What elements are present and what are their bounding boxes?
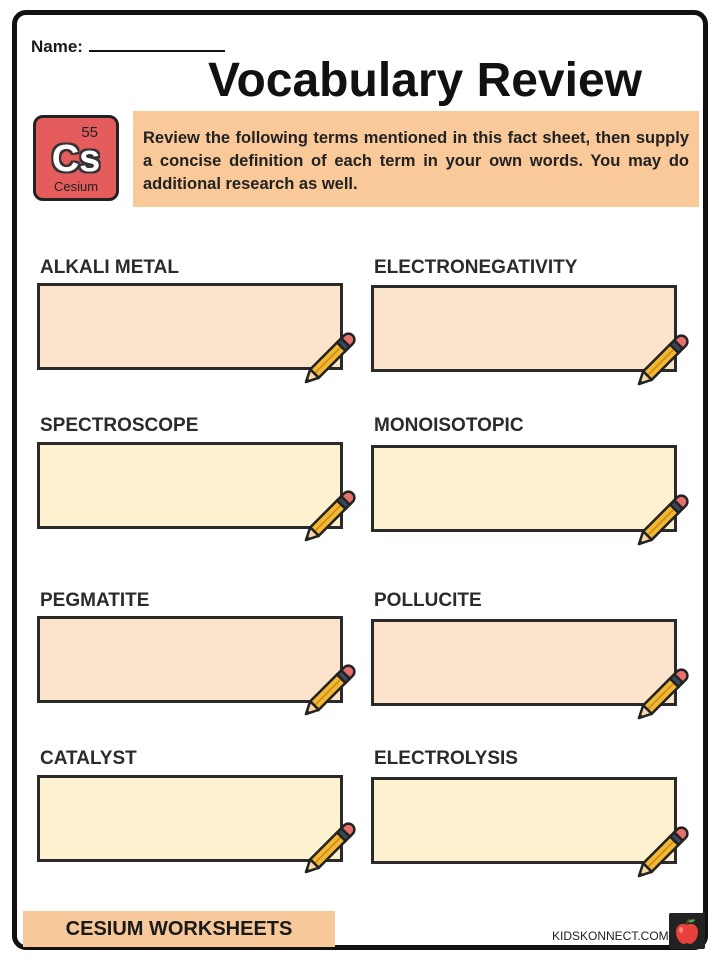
element-name: Cesium [53, 179, 99, 194]
name-label: Name: [31, 37, 83, 56]
cesium-element-tile [33, 115, 119, 201]
term-label-electrolysis: ELECTROLYSIS [374, 748, 518, 769]
name-blank-line[interactable] [89, 38, 225, 52]
atomic-number: 55 [81, 124, 98, 141]
pencil-icon [297, 815, 363, 881]
element-symbol: Cs [51, 138, 101, 180]
pencil-icon [630, 327, 696, 393]
worksheet-page [12, 10, 708, 950]
instructions-banner: Review the following terms mentioned in this fact sheet, then supply a concise definition of each term in your own words. You may do additional research as well. [133, 111, 699, 207]
term-label-pegmatite: PEGMATITE [40, 590, 150, 611]
term-label-catalyst: CATALYST [40, 748, 137, 769]
pencil-icon [630, 661, 696, 727]
term-label-pollucite: POLLUCITE [374, 590, 482, 611]
name-field [31, 37, 225, 57]
pencil-icon [297, 657, 363, 723]
worksheet-series-label: CESIUM WORKSHEETS [23, 911, 335, 947]
pencil-icon [297, 483, 363, 549]
term-label-electronegativity: ELECTRONEGATIVITY [374, 257, 578, 278]
brand-name: KIDSKONNECT.COM [552, 929, 669, 943]
page-title: Vocabulary Review [208, 54, 642, 107]
term-label-monoisotopic: MONOISOTOPIC [374, 415, 524, 436]
term-label-spectroscope: SPECTROSCOPE [40, 415, 199, 436]
term-label-alkali-metal: ALKALI METAL [40, 257, 179, 278]
pencil-icon [630, 819, 696, 885]
apple-logo-icon [669, 913, 705, 949]
pencil-icon [297, 325, 363, 391]
pencil-icon [630, 487, 696, 553]
